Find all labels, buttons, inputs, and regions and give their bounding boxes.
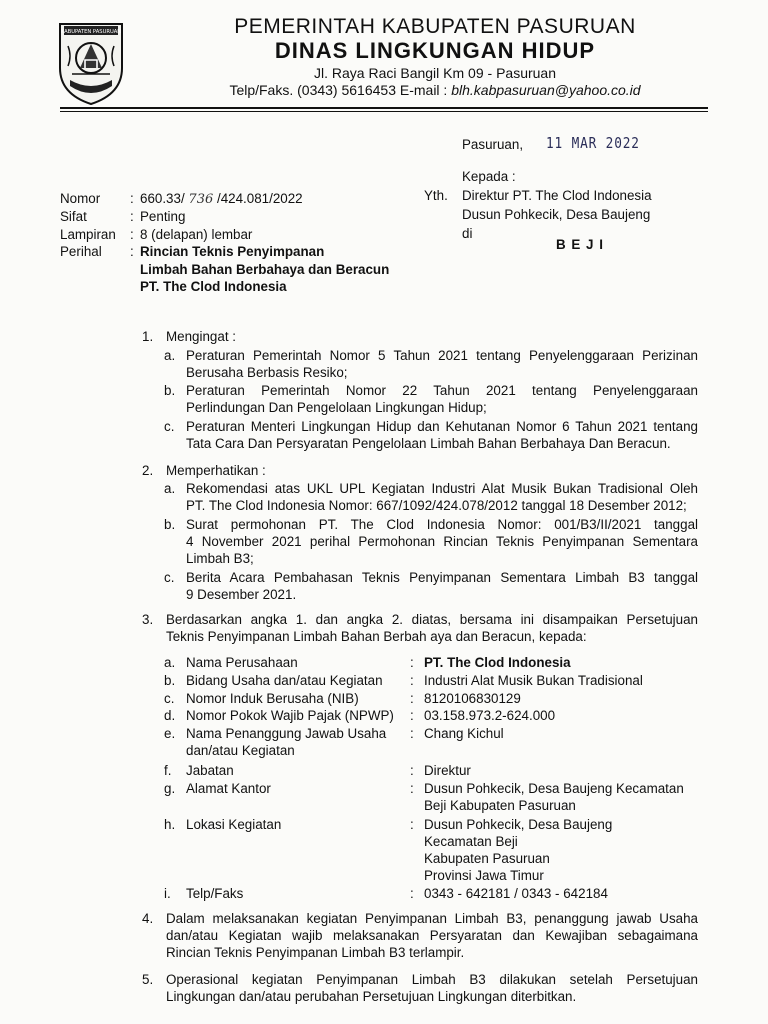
item-2c-line2: 9 Desember 2021. bbox=[186, 587, 297, 602]
item-1b-line2: Perlindungan Dan Pengelolaan Lingkungan Hidup; bbox=[186, 400, 487, 415]
field-e-label: Nama Penanggung Jawab Usaha bbox=[186, 726, 387, 741]
field-e-label-line2: dan/atau Kegiatan bbox=[186, 743, 295, 758]
meta-nomor-label: Nomor bbox=[60, 191, 101, 206]
meta-perihal-line1: Rincian Teknis Penyimpanan bbox=[140, 244, 325, 259]
item-1b-mark: b. bbox=[164, 383, 176, 398]
item-1a-mark: a. bbox=[164, 348, 176, 363]
item-1a-line1: Peraturan Pemerintah Nomor 5 Tahun 2021 tentang Penyelenggaraan Perizinan bbox=[186, 348, 698, 363]
field-f-mark: f. bbox=[164, 763, 172, 778]
letterhead-contact bbox=[140, 81, 730, 99]
meta-lampiran-label: Lampiran bbox=[60, 227, 116, 242]
field-h-label: Lokasi Kegiatan bbox=[186, 817, 282, 832]
date-stamp: 11 MAR 2022 bbox=[546, 134, 640, 152]
field-colon: : bbox=[410, 726, 414, 741]
meta-perihal-line3: PT. The Clod Indonesia bbox=[140, 279, 287, 294]
field-colon: : bbox=[410, 655, 414, 670]
field-h-value-line3: Kabupaten Pasuruan bbox=[424, 851, 550, 866]
item-4-line3: Rincian Teknis Penyimpanan Limbah B3 terlampir. bbox=[166, 945, 465, 960]
letterhead-phone: Telp/Faks. (0343) 5616453 E-mail : bbox=[229, 82, 452, 98]
field-h-value-line2: Kecamatan Beji bbox=[424, 834, 518, 849]
field-c-value: 8120106830129 bbox=[424, 691, 521, 706]
field-g-value: Dusun Pohkecik, Desa Baujeng Kecamatan bbox=[424, 781, 684, 796]
field-colon: : bbox=[410, 817, 414, 832]
item-1c-mark: c. bbox=[164, 419, 175, 434]
field-e-value: Chang Kichul bbox=[424, 726, 504, 741]
field-h-value-line4: Provinsi Jawa Timur bbox=[424, 868, 544, 883]
item-4-line2: dan/atau Kegiatan wajib melaksanakan Persyaratan dan Kewajiban sebagaimana bbox=[166, 928, 698, 943]
field-colon: : bbox=[410, 691, 414, 706]
field-f-value: Direktur bbox=[424, 763, 471, 778]
regency-logo bbox=[56, 16, 126, 106]
field-a-label: Nama Perusahaan bbox=[186, 655, 298, 670]
field-i-value: 0343 - 642181 / 0343 - 642184 bbox=[424, 886, 608, 901]
item-4-line1: Dalam melaksanakan kegiatan Penyimpanan Limbah B3, penanggung jawab Usaha bbox=[166, 911, 698, 926]
item-1-title: Mengingat : bbox=[166, 329, 236, 344]
recipient-line1: Direktur PT. The Clod Indonesia bbox=[462, 188, 652, 203]
item-3-number: 3. bbox=[142, 612, 154, 627]
meta-nomor-handwritten: 736 bbox=[188, 192, 214, 207]
logo-caption: KABUPATEN PASURUAN bbox=[60, 29, 122, 35]
field-g-label: Alamat Kantor bbox=[186, 781, 271, 796]
item-5-number: 5. bbox=[142, 972, 154, 987]
item-4-number: 4. bbox=[142, 911, 154, 926]
item-2b-line3: Limbah B3; bbox=[186, 551, 254, 566]
item-2-title: Memperhatikan : bbox=[166, 463, 266, 478]
field-i-mark: i. bbox=[164, 886, 171, 901]
field-g-mark: g. bbox=[164, 781, 176, 796]
field-a-value: PT. The Clod Indonesia bbox=[424, 655, 571, 670]
field-colon: : bbox=[410, 708, 414, 723]
meta-colon: : bbox=[130, 191, 134, 206]
letterhead-rule-thin bbox=[60, 111, 708, 112]
field-colon: : bbox=[410, 673, 414, 688]
item-5-line1: Operasional kegiatan Penyimpanan Limbah B3 dilakukan setelah Persetujuan bbox=[166, 972, 698, 987]
regency-emblem-icon bbox=[56, 16, 126, 106]
field-colon: : bbox=[410, 763, 414, 778]
recipient-kepada: Kepada : bbox=[462, 169, 516, 184]
meta-nomor-prefix: 660.33/ bbox=[140, 191, 185, 206]
item-1-number: 1. bbox=[142, 329, 154, 344]
item-2-number: 2. bbox=[142, 463, 154, 478]
field-b-value: Industri Alat Musik Bukan Tradisional bbox=[424, 673, 643, 688]
field-b-mark: b. bbox=[164, 673, 176, 688]
field-h-value: Dusun Pohkecik, Desa Baujeng bbox=[424, 817, 613, 832]
field-d-label: Nomor Pokok Wajib Pajak (NPWP) bbox=[186, 708, 394, 723]
field-d-mark: d. bbox=[164, 708, 176, 723]
meta-perihal-line2: Limbah Bahan Berbahaya dan Beracun bbox=[140, 262, 390, 277]
item-2b-line1: Surat permohonan PT. The Clod Indonesia Nomor: 001/B3/II/2021 tanggal bbox=[186, 517, 698, 532]
meta-lampiran-value: 8 (delapan) lembar bbox=[140, 227, 253, 242]
letterhead-rule-thick bbox=[60, 107, 708, 109]
item-2a-line2: PT. The Clod Indonesia Nomor: 667/1092/424.078/2012 tanggal 18 Desember 2012; bbox=[186, 498, 687, 513]
recipient-line2: Dusun Pohkecik, Desa Baujeng bbox=[462, 207, 651, 222]
field-c-mark: c. bbox=[164, 691, 175, 706]
meta-sifat-label: Sifat bbox=[60, 209, 87, 224]
item-5-line2: Lingkungan dan/atau perubahan Persetujuan Lingkungan diterbitkan. bbox=[166, 989, 577, 1004]
field-b-label: Bidang Usaha dan/atau Kegiatan bbox=[186, 673, 383, 688]
field-e-mark: e. bbox=[164, 726, 176, 741]
letterhead-email: blh.kabpasuruan@yahoo.co.id bbox=[451, 82, 641, 98]
item-1a-line2: Berusaha Berbasis Resiko; bbox=[186, 365, 348, 380]
field-c-label: Nomor Induk Berusaha (NIB) bbox=[186, 691, 359, 706]
letterhead-address: Jl. Raya Raci Bangil Km 09 - Pasuruan bbox=[314, 65, 556, 81]
recipient-yth: Yth. bbox=[424, 188, 448, 203]
item-3-line1: Berdasarkan angka 1. dan angka 2. diatas, bersama ini disampaikan Persetujuan bbox=[166, 612, 698, 627]
field-colon: : bbox=[410, 781, 414, 796]
item-1c-line2: Tata Cara Dan Persyaratan Pengelolaan Limbah Bahan Berbahaya Dan Beracun. bbox=[186, 436, 671, 451]
meta-perihal-label: Perihal bbox=[60, 244, 102, 259]
item-3-line2: Teknis Penyimpanan Limbah Bahan Berbah aya dan Beracun, kepada: bbox=[166, 629, 587, 644]
field-colon: : bbox=[410, 886, 414, 901]
meta-colon: : bbox=[130, 209, 134, 224]
meta-nomor-suffix: /424.081/2022 bbox=[216, 191, 303, 206]
field-g-value-line2: Beji Kabupaten Pasuruan bbox=[424, 798, 576, 813]
item-2b-mark: b. bbox=[164, 517, 176, 532]
item-1b-line1: Peraturan Pemerintah Nomor 22 Tahun 2021 tentang Penyelenggaraan bbox=[186, 383, 698, 398]
field-d-value: 03.158.973.2-624.000 bbox=[424, 708, 556, 723]
date-city: Pasuruan, bbox=[462, 137, 524, 152]
meta-nomor-value bbox=[140, 190, 303, 208]
item-2b-line2: 4 November 2021 perihal Permohonan Rincian Teknis Penyimpanan Sementara bbox=[186, 534, 698, 549]
item-2a-line1: Rekomendasi atas UKL UPL Kegiatan Industri Alat Musik Bukan Tradisional Oleh bbox=[186, 481, 698, 496]
letterhead-agency: DINAS LINGKUNGAN HIDUP bbox=[274, 38, 596, 63]
recipient-line3: di bbox=[462, 226, 473, 241]
field-i-label: Telp/Faks bbox=[186, 886, 244, 901]
item-2c-line1: Berita Acara Pembahasan Teknis Penyimpanan Sementara Limbah B3 tanggal bbox=[186, 570, 698, 585]
recipient-city: B E J I bbox=[556, 237, 604, 252]
field-f-label: Jabatan bbox=[186, 763, 234, 778]
field-a-mark: a. bbox=[164, 655, 176, 670]
field-h-mark: h. bbox=[164, 817, 176, 832]
letterhead-government: PEMERINTAH KABUPATEN PASURUAN bbox=[234, 15, 636, 38]
meta-colon: : bbox=[130, 227, 134, 242]
item-2a-mark: a. bbox=[164, 481, 176, 496]
item-1c-line1: Peraturan Menteri Lingkungan Hidup dan Kehutanan Nomor 6 Tahun 2021 tentang bbox=[186, 419, 698, 434]
meta-colon: : bbox=[130, 244, 134, 259]
meta-sifat-value: Penting bbox=[140, 209, 186, 224]
item-2c-mark: c. bbox=[164, 570, 175, 585]
